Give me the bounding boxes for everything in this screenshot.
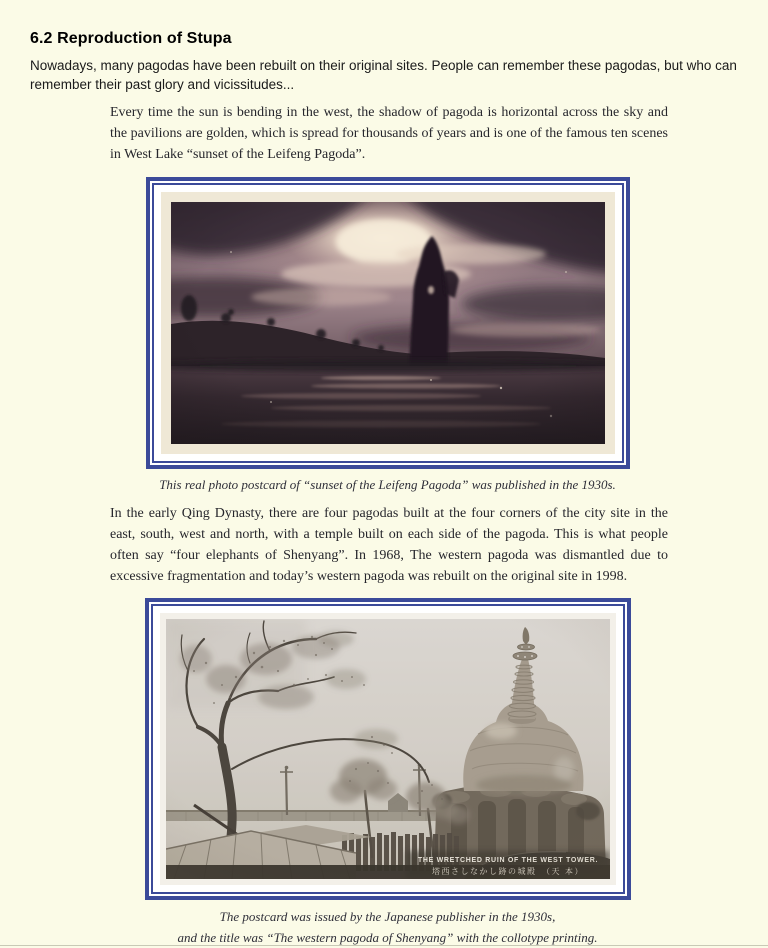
intro-paragraph: Nowadays, many pagodas have been rebuilt on their original sites. People can remember these pagodas, but who can remember their past glory and vicissitudes... [30,58,737,92]
shenyang-postcard [160,613,616,885]
section-heading: 6.2 Reproduction of Stupa [30,30,232,47]
figure-shenyang-frame-inner [151,604,625,894]
figure-shenyang-caption-line1: The postcard was issued by the Japanese publisher in the 1930s, [219,909,556,924]
figure-shenyang-caption [30,906,745,948]
figure-leifeng-caption: This real photo postcard of “sunset of the Leifeng Pagoda” was published in the 1930s. [159,477,616,492]
figure-leifeng-frame-inner [152,183,624,463]
shenyang-photo [166,619,610,879]
figure-shenyang-caption-line2: and the title was “The western pagoda of Shenyang” with the collotype printing. [177,930,598,945]
figure-leifeng-frame [146,177,630,469]
leifeng-photo [171,202,605,444]
leifeng-postcard [161,192,615,454]
figure-shenyang-frame [145,598,631,900]
paragraph-shenyang: In the early Qing Dynasty, there are four pagodas built at the four corners of the city site in the east, south, west and north, with a temple built on each side of the pagoda. This is what people often say “four elephants of Shenyang”. In 1968, The western pagoda was dismantled due to excessive fragmentation and today’s western pagoda was rebuilt on the original site in 1998. [110,506,668,584]
page-bottom-rule [0,945,768,946]
paragraph-leifeng: Every time the sun is bending in the west, the shadow of pagoda is horizontal across the sky and the pavilions are golden, which is spread for thousands of years and is one of the famous ten scenes in West Lake “sunset of the Leifeng Pagoda”. [110,105,668,162]
